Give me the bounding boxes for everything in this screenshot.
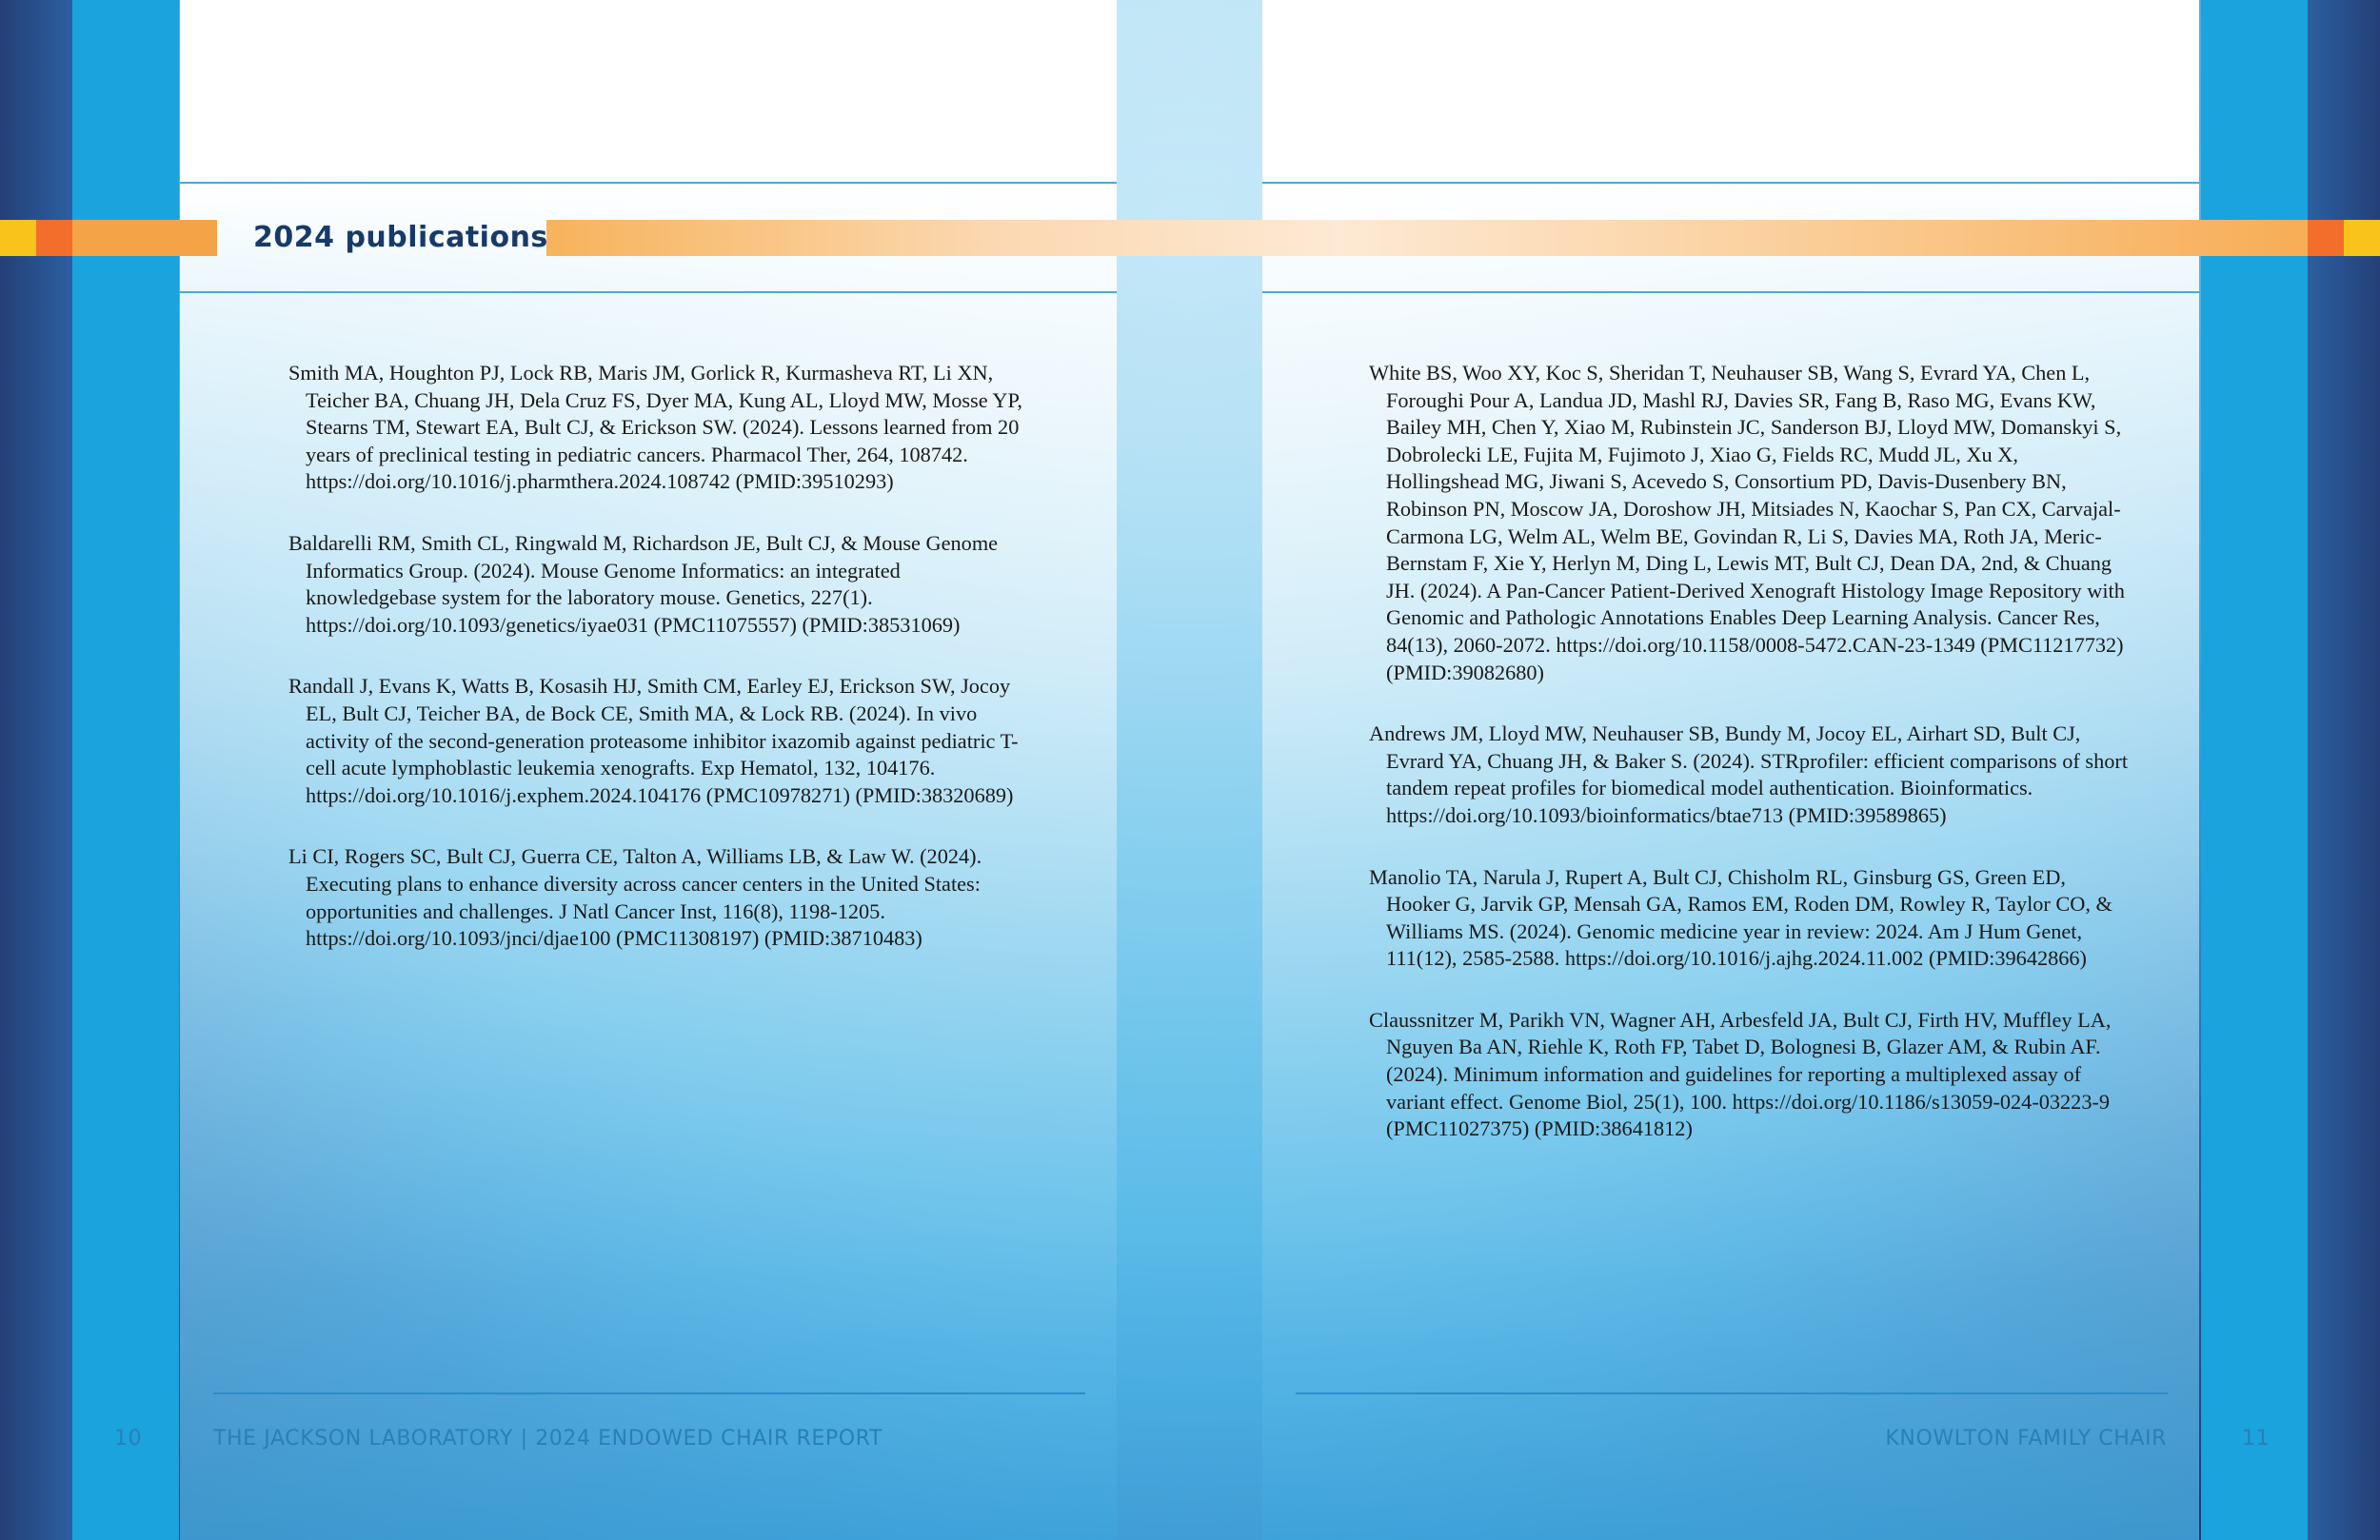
publication-entry: Li CI, Rogers SC, Bult CJ, Guerra CE, Talton A, Williams LB, & Law W. (2024). Executing plans to enhance diversity across cancer centers in the United States: opportunities and challenges. J Natl Cancer Inst, 116(8), 1198-1205. https://doi.org/10.1093/jnci/djae100 (PMC11308197) (PMID:38710483) — [288, 844, 982, 951]
publication-entry: Randall J, Evans K, Watts B, Kosasih HJ, Smith CM, Earley EJ, Erickson SW, Jocoy EL, Bult CJ, Teicher BA, de Bock CE, Smith MA, & Lock RB. (2024). In vivo activity of the second-generation proteasome inhibitor ixazomib against pediatric T-cell acute lymphoblastic leukemia xenografts. Exp Hematol, 132, 104176. https://doi.org/10.1016/j.exphem.2024.104176 (PMC10978271) (PMID:38320689) — [288, 674, 1019, 807]
publication-entry: Smith MA, Houghton PJ, Lock RB, Maris JM, Gorlick R, Kurmasheva RT, Li XN, Teicher BA, Chuang JH, Dela Cruz FS, Dyer MA, Kung AL, Lloyd MW, Mosse YP, Stearns TM, Stewart EA, Bult CJ, & Erickson SW. (2024). Lessons learned from 20 years of preclinical testing in pediatric cancers. Pharmacol Ther, 264, 108742. https://doi.org/10.1016/j.pharmthera.2024.108742 (PMID:39510293) — [288, 361, 1022, 494]
header-band — [546, 220, 2308, 256]
publication-entry: Baldarelli RM, Smith CL, Ringwald M, Richardson JE, Bult CJ, & Mouse Genome Informatics Group. (2024). Mouse Genome Informatics: an integrated knowledgebase system for the laboratory mouse. Genetics, 227(1). https://doi.org/10.1093/genetics/iyae031 (PMC11075557) (PMID:38531069) — [288, 530, 999, 637]
header-band-orange-left — [36, 220, 72, 256]
publication-entry: Claussnitzer M, Parikh VN, Wagner AH, Arbesfeld JA, Bult CJ, Firth HV, Muffley LA, Nguyen Ba AN, Riehle K, Roth FP, Tabet D, Bolognesi B, Glazer AM, & Rubin AF. (2024). Minimum information and guidelines for reporting a multiplexed assay of variant effect. Genome Biol, 25(1), 100. https://doi.org/10.1186/s13059-024-03223-9 (PMC11027375) (PMID:38641812) — [1369, 1007, 2112, 1141]
publication-entry: White BS, Woo XY, Koc S, Sheridan T, Neuhauser SB, Wang S, Evrard YA, Chen L, Foroughi Pour A, Landua JD, Mashl RJ, Davies SR, Fang B, Raso MG, Evans KW, Bailey MH, Chen Y, Xiao M, Rubinstein JC, Sanderson BJ, Lloyd MW, Domanskyi S, Dobrolecki LE, Fujita M, Fujimoto J, Xiao G, Fields RC, Mudd JL, Xu X, Hollingshead MG, Jiwani S, Acevedo S, Consortium PD, Davis-Dusenbery BN, Robinson PN, Moscow JA, Doroshow JH, Mitsiades N, Kaochar S, Pan CX, Carvajal-Carmona LG, Welm AL, Welm BE, Govindan R, Li S, Davies MA, Roth JA, Meric-Bernstam F, Xie Y, Herlyn M, Ding L, Lewis MT, Bult CJ, Dean DA, 2nd, & Chuang JH. (2024). A Pan-Cancer Patient-Derived Xenograft Histology Image Repository with Genomic and Pathologic Annotations Enables Deep Learning Analysis. Cancer Res, 84(13), 2060-2072. https://doi.org/10.1158/0008-5472.CAN-23-1349 (PMC11217732) (PMID:39082680) — [1369, 361, 2125, 684]
page-title: 2024 publications — [253, 221, 548, 254]
footer-rule-left — [213, 1392, 1085, 1394]
left-publication-list — [288, 360, 1031, 987]
header-band-yellow-left — [0, 220, 36, 256]
top-rule-right — [1262, 182, 2199, 184]
footer-chair-name: KNOWLTON FAMILY CHAIR — [1885, 1427, 2167, 1451]
header-underline-right — [1262, 291, 2199, 293]
header-band-orange-right — [2308, 220, 2344, 256]
top-rule-left — [180, 182, 1117, 184]
footer-rule-right — [1296, 1392, 2168, 1394]
footer-report-title: THE JACKSON LABORATORY | 2024 ENDOWED CHAIR REPORT — [213, 1427, 883, 1451]
header-band-left-segment — [72, 220, 217, 256]
page-number-left: 10 — [114, 1427, 143, 1451]
header-underline-left — [180, 291, 1117, 293]
header-band-yellow-right — [2344, 220, 2380, 256]
publication-entry: Manolio TA, Narula J, Rupert A, Bult CJ, Chisholm RL, Ginsburg GS, Green ED, Hooker G, Jarvik GP, Mensah GA, Ramos EM, Roden DM, Rowley R, Taylor CO, & Williams MS. (2024). Genomic medicine year in review: 2024. Am J Hum Genet, 111(12), 2585-2588. https://doi.org/10.1016/j.ajhg.2024.11.002 (PMID:39642866) — [1369, 864, 2112, 971]
publication-entry: Andrews JM, Lloyd MW, Neuhauser SB, Bundy M, Jocoy EL, Airhart SD, Bult CJ, Evrard YA, Chuang JH, & Baker S. (2024). STRprofiler: efficient comparisons of short tandem repeat profiles for biomedical model authentication. Bioinformatics. https://doi.org/10.1093/bioinformatics/btae713 (PMID:39589865) — [1369, 721, 2129, 827]
right-publication-list — [1369, 360, 2131, 1177]
page-number-right: 11 — [2242, 1427, 2271, 1451]
